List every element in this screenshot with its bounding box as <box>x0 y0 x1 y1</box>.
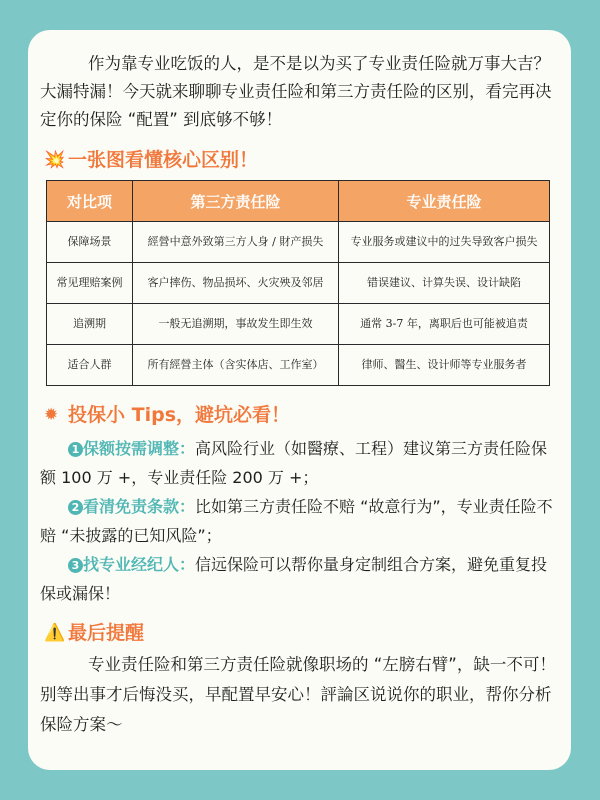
table-cell: 专业服务或建议中的过失导致客户损失 <box>339 222 550 263</box>
tip-key: 看清免责条款： <box>83 497 196 516</box>
closing-paragraph <box>40 650 556 740</box>
section-heading-reminder <box>44 618 144 648</box>
tip-item <box>40 434 556 492</box>
column-header: 第三方责任险 <box>133 181 339 222</box>
number-badge-icon: 3 <box>68 558 83 573</box>
tip-text: 比如第三方责任险不赔 “故意行为”，专业责任险不赔 “未披露的已知风险”； <box>40 497 553 545</box>
table-cell: 适合人群 <box>47 345 133 386</box>
comparison-table <box>46 180 550 386</box>
table-row <box>47 222 550 263</box>
number-badge-icon: 1 <box>68 442 83 457</box>
sparkle-icon: ✹ <box>44 405 59 425</box>
intro-text: 作为靠专业吃饭的人，是不是以为买了专业责任险就万事大吉？大漏特漏！今天就来聊聊专业责任险和第三方责任险的区别，看完再决定你的保险 “配置” 到底够不够！ <box>40 54 552 129</box>
table-row <box>47 263 550 304</box>
number-badge-icon: 2 <box>68 500 83 515</box>
table-cell: 經營中意外致第三方人身 / 財产损失 <box>133 222 339 263</box>
table-cell: 通常 3-7 年，离职后也可能被追责 <box>339 304 550 345</box>
column-header: 专业责任险 <box>339 181 550 222</box>
section-title: 一张图看懂核心区别！ <box>68 149 259 171</box>
table-cell: 客户摔伤、物品损坏、火灾殃及邻居 <box>133 263 339 304</box>
table-cell: 保障场景 <box>47 222 133 263</box>
table-row <box>47 304 550 345</box>
section-title: 最后提醒 <box>68 622 145 644</box>
table-cell: 错误建议、计算失误、设计缺陷 <box>339 263 550 304</box>
tip-text: 信远保险可以帮你量身定制组合方案，避免重复投保或漏保！ <box>40 555 548 603</box>
tip-key: 保额按需调整： <box>83 439 196 458</box>
closing-text: 专业责任险和第三方责任险就像职场的 “左膀右臂”，缺一不可！别等出事才后悔没买，早配置早安心！評論区说说你的职业，帮你分析保险方案～ <box>40 655 556 734</box>
table-row <box>47 345 550 386</box>
table-cell: 律师、醫生、设计师等专业服务者 <box>339 345 550 386</box>
table-cell: 一般无追溯期，事故发生即生效 <box>133 304 339 345</box>
section-title: 投保小 Tips，避坑必看！ <box>68 404 290 426</box>
warning-icon: ⚠️ <box>44 623 66 643</box>
section-heading-tips <box>44 400 290 430</box>
tip-key: 找专业经纪人： <box>83 555 196 574</box>
table-header-row <box>47 181 550 222</box>
intro-paragraph <box>40 50 556 134</box>
collision-icon: 💥 <box>44 150 66 170</box>
tip-item <box>40 492 556 550</box>
column-header: 对比项 <box>47 181 133 222</box>
table-cell: 所有經營主体（含实体店、工作室） <box>133 345 339 386</box>
table-cell: 常见理赔案例 <box>47 263 133 304</box>
table-cell: 追溯期 <box>47 304 133 345</box>
tip-text: 高风险行业（如醫療、工程）建议第三方责任险保额 100 万 +，专业责任险 200 万 +； <box>40 439 548 487</box>
section-heading-comparison <box>44 145 258 175</box>
tip-item <box>40 550 556 608</box>
